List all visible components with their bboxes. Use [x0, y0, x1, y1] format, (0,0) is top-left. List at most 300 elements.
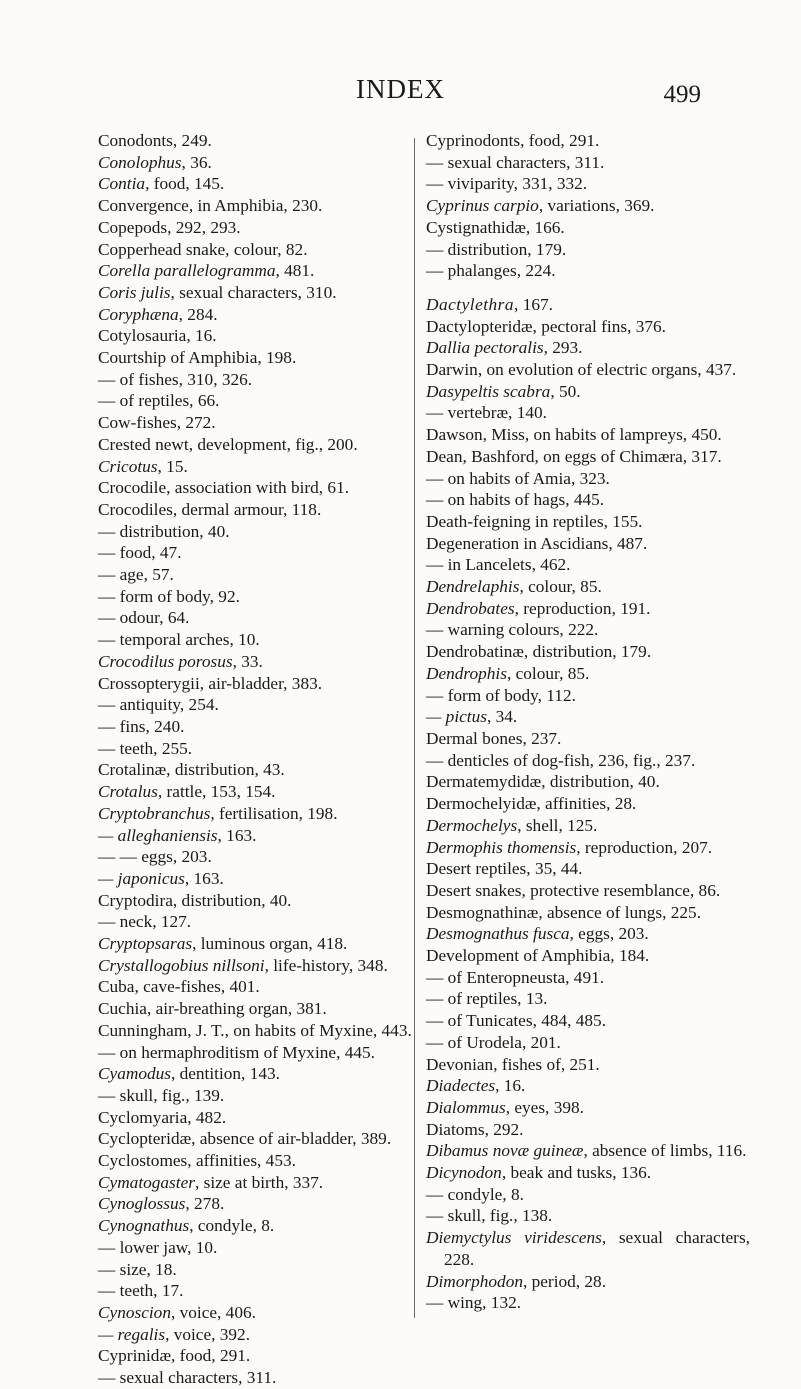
index-entry — [98, 1280, 418, 1302]
index-entry — [426, 1205, 750, 1227]
entry-heading: Cymatogaster — [98, 1172, 195, 1192]
entry-heading: Dicynodon — [426, 1163, 502, 1183]
entry-detail: , eyes, 398. — [505, 1097, 584, 1117]
entry-detail: , 284. — [178, 304, 218, 324]
entry-heading: Dermatemydidæ — [426, 772, 542, 792]
entry-detail: , on habits of lampreys, 450. — [524, 425, 722, 445]
index-entry — [98, 521, 418, 543]
entry-heading: Conodonts — [98, 131, 173, 150]
entry-detail: — on habits of hags, 445. — [426, 490, 605, 510]
entry-heading: Dean, Bashford — [426, 446, 535, 466]
entry-detail: , reproduction, 207. — [576, 837, 713, 857]
entry-detail: , voice, 406. — [170, 1302, 256, 1322]
entry-detail: , distribution, 179. — [523, 642, 652, 662]
index-column-left — [98, 130, 418, 1389]
entry-detail: , affinities, 453. — [187, 1151, 296, 1171]
index-entry — [426, 663, 750, 685]
index-entry — [426, 880, 750, 902]
index-entry — [98, 673, 418, 695]
entry-detail: , 166. — [525, 217, 565, 237]
entry-heading: Dibamus novæ guineæ — [426, 1141, 584, 1161]
index-entry — [426, 130, 750, 152]
index-entry — [98, 456, 418, 478]
index-entry — [426, 837, 750, 859]
entry-detail: , distribution, 40. — [172, 890, 292, 910]
index-entry — [426, 750, 750, 772]
entry-detail: , affinities, 28. — [536, 794, 637, 814]
index-entry — [98, 759, 418, 781]
entry-heading: Dermophis thomensis — [426, 837, 577, 857]
entry-heading: Crocodile — [98, 478, 167, 498]
index-entry — [98, 195, 418, 217]
column-divider — [414, 138, 415, 1318]
entry-heading: Dimorphodon — [426, 1271, 523, 1291]
entry-detail: , shell, 125. — [517, 815, 598, 835]
entry-heading: — regalis — [98, 1324, 166, 1344]
entry-detail: — size, 18. — [98, 1259, 177, 1279]
index-entry — [426, 533, 750, 555]
entry-heading: Cunningham, J. T. — [98, 1020, 225, 1040]
index-entry — [98, 1237, 418, 1259]
entry-heading: Dermal bones — [426, 728, 523, 748]
entry-detail: , sexual characters, 310. — [170, 282, 337, 302]
entry-detail: , life-history, 348. — [264, 955, 388, 975]
entry-heading: Diemyctylus viridescens — [426, 1228, 602, 1248]
entry-heading: — pictus — [426, 707, 487, 727]
entry-heading: Cricotus — [98, 456, 158, 476]
entry-detail: — vertebræ, 140. — [426, 403, 547, 423]
index-entry — [98, 781, 418, 803]
entry-detail: , period, 28. — [522, 1271, 607, 1291]
entry-detail: — food, 47. — [98, 543, 182, 563]
index-entry — [98, 542, 418, 564]
index-entry — [426, 1097, 750, 1119]
index-entry — [98, 1063, 418, 1085]
entry-detail: — of Tunicates, 484, 485. — [426, 1011, 607, 1031]
index-entry — [426, 1075, 750, 1097]
page-number: 499 — [663, 81, 701, 108]
entry-detail: , luminous organ, 418. — [192, 934, 348, 954]
index-entry — [98, 738, 418, 760]
entry-heading: Dialommus — [426, 1097, 506, 1117]
index-entry — [426, 1010, 750, 1032]
index-entry — [426, 239, 750, 261]
entry-heading: Cryptodira — [98, 890, 173, 910]
entry-detail: , 292, 293. — [167, 217, 241, 237]
entry-heading: Cotylosauria — [98, 326, 187, 346]
index-entry — [426, 576, 750, 598]
index-entry — [98, 304, 418, 326]
entry-detail: , 50. — [550, 381, 581, 401]
index-entry — [426, 1032, 750, 1054]
index-entry — [98, 868, 418, 890]
entry-heading: Development of Amphibia — [426, 946, 611, 966]
entry-heading: Dawson, Miss — [426, 425, 525, 445]
entry-heading: Dendrophis — [426, 663, 507, 683]
index-entry — [426, 152, 750, 174]
entry-detail: , fishes of, 251. — [493, 1054, 600, 1074]
entry-detail: , size at birth, 337. — [194, 1172, 324, 1192]
entry-detail: — temporal arches, 10. — [98, 630, 260, 650]
entry-heading: Cynognathus — [98, 1216, 190, 1236]
entry-heading: — japonicus — [98, 868, 185, 888]
index-entry — [426, 923, 750, 945]
entry-heading: Conolophus — [98, 152, 182, 172]
index-entry — [426, 728, 750, 750]
index-entry — [426, 446, 750, 468]
entry-detail: — sexual characters, 311. — [98, 1368, 277, 1388]
entry-heading: Corella parallelogramma — [98, 261, 276, 281]
index-entry — [426, 402, 750, 424]
entry-detail: — age, 57. — [98, 565, 174, 585]
entry-detail: — on hermaphroditism of Myxine, 445. — [98, 1042, 375, 1062]
index-entry — [98, 282, 418, 304]
index-entry — [426, 1054, 750, 1076]
entry-detail: — of reptiles, 66. — [98, 391, 220, 411]
entry-heading: Dasypeltis scabra — [426, 381, 551, 401]
entry-detail: , rattle, 153, 154. — [157, 782, 276, 802]
index-entry — [98, 629, 418, 651]
index-entry — [98, 1042, 418, 1064]
entry-detail: , 278. — [185, 1194, 225, 1214]
index-entry — [426, 815, 750, 837]
index-entry — [98, 911, 418, 933]
entry-heading: Dermochelyidæ — [426, 794, 537, 814]
entry-heading: Diadectes — [426, 1076, 496, 1096]
entry-detail: , on habits of Myxine, 443. — [224, 1020, 412, 1040]
entry-heading: Crotalinæ — [98, 760, 167, 780]
index-column-right — [426, 130, 750, 1314]
index-entry — [98, 390, 418, 412]
index-entry — [98, 607, 418, 629]
index-entry — [426, 902, 750, 924]
index-entry — [426, 988, 750, 1010]
entry-detail: — wing, 132. — [426, 1293, 522, 1313]
index-entry — [98, 1193, 418, 1215]
entry-detail: , 35, 44. — [526, 859, 583, 879]
index-entry — [98, 1107, 418, 1129]
index-entry — [98, 260, 418, 282]
index-entry — [426, 685, 750, 707]
index-entry — [426, 511, 750, 533]
entry-detail: , 237. — [522, 728, 562, 748]
index-entry — [426, 359, 750, 381]
index-entry — [98, 564, 418, 586]
entry-detail: — skull, fig., 139. — [98, 1085, 225, 1105]
index-entry — [426, 1119, 750, 1141]
index-entry — [98, 1128, 418, 1150]
entry-detail: , 34. — [486, 707, 518, 727]
index-entry — [98, 369, 418, 391]
entry-heading: Cyclopteridæ — [98, 1129, 192, 1149]
entry-detail: — of reptiles, 13. — [426, 989, 548, 1009]
entry-detail: , 198. — [257, 348, 297, 368]
entry-detail: — denticles of dog-fish, 236, fig., 237. — [426, 750, 696, 770]
index-entry — [98, 803, 418, 825]
index-entry — [98, 477, 418, 499]
entry-detail: — distribution, 179. — [426, 239, 567, 259]
entry-detail: , 155. — [603, 511, 643, 531]
entry-heading: Cyclostomes — [98, 1151, 188, 1171]
entry-detail: , 163. — [217, 825, 257, 845]
entry-detail: — of Enteropneusta, 491. — [426, 967, 605, 987]
entry-heading: Crocodilus porosus — [98, 651, 233, 671]
index-entry — [98, 1150, 418, 1172]
index-entry — [98, 412, 418, 434]
entry-detail: — viviparity, 331, 332. — [426, 174, 588, 194]
entry-detail: — in Lancelets, 462. — [426, 555, 571, 575]
index-entry — [98, 1302, 418, 1324]
index-entry — [426, 468, 750, 490]
entry-detail: — form of body, 92. — [98, 586, 240, 606]
entry-heading: Desmognathus fusca — [426, 924, 570, 944]
index-entry — [98, 651, 418, 673]
index-entry — [98, 825, 418, 847]
index-entry — [98, 434, 418, 456]
entry-detail: , condyle, 8. — [189, 1216, 275, 1236]
entry-detail: , protective resemblance, 86. — [521, 880, 721, 900]
entry-heading: Cow-fishes — [98, 413, 177, 433]
entry-detail: — of Urodela, 201. — [426, 1032, 561, 1052]
index-entry — [98, 586, 418, 608]
entry-heading: Cuchia — [98, 999, 147, 1019]
index-entry — [98, 1259, 418, 1281]
entry-heading: Cyamodus — [98, 1064, 171, 1084]
entry-heading: Desmognathinæ — [426, 902, 539, 922]
index-entry — [426, 337, 750, 359]
entry-detail: — neck, 127. — [98, 912, 192, 932]
entry-heading: Dendrelaphis — [426, 577, 520, 597]
entry-heading: — alleghaniensis — [98, 825, 218, 845]
entry-heading: Crossopterygii — [98, 673, 200, 693]
entry-heading: Courtship of Amphibia — [98, 348, 258, 368]
entry-detail: , on evolution of electric organs, 437. — [477, 360, 737, 380]
entry-heading: Devonian — [426, 1054, 494, 1074]
entry-detail: , dentition, 143. — [170, 1064, 280, 1084]
entry-heading: Cyprinus carpio — [426, 196, 539, 216]
index-entry — [98, 1020, 418, 1042]
page-header — [0, 74, 801, 114]
index-entry — [98, 1367, 418, 1389]
entry-detail: , dermal armour, 118. — [172, 499, 322, 519]
index-entry — [98, 325, 418, 347]
entry-detail: , colour, 85. — [506, 663, 590, 683]
index-entry — [98, 694, 418, 716]
entry-detail: , absence of limbs, 116. — [583, 1141, 747, 1161]
entry-detail: — sexual characters, 311. — [426, 152, 605, 172]
entry-detail: , sexual characters, 228. — [444, 1228, 750, 1269]
entry-heading: Cryptobranchus — [98, 803, 211, 823]
index-entry — [426, 1162, 750, 1184]
entry-detail: — skull, fig., 138. — [426, 1206, 553, 1226]
entry-heading: Cyprinidæ — [98, 1346, 171, 1366]
index-entry — [98, 152, 418, 174]
entry-detail: , 167. — [514, 294, 553, 314]
entry-detail: , eggs, 203. — [569, 924, 649, 944]
entry-heading: Crotalus — [98, 782, 158, 802]
index-entry — [98, 890, 418, 912]
index-entry — [426, 619, 750, 641]
entry-detail: , 292. — [484, 1119, 524, 1139]
index-entry — [426, 1292, 750, 1314]
entry-detail: — of fishes, 310, 326. — [98, 369, 253, 389]
index-entry — [98, 933, 418, 955]
index-entry — [98, 1085, 418, 1107]
index-entry — [426, 173, 750, 195]
index-entry — [98, 998, 418, 1020]
index-entry — [98, 499, 418, 521]
entry-detail: — odour, 64. — [98, 608, 190, 628]
entry-detail: — distribution, 40. — [98, 521, 230, 541]
entry-detail: , 16. — [186, 326, 217, 346]
index-entry — [426, 260, 750, 282]
index-entry — [426, 554, 750, 576]
entry-detail: , cave-fishes, 401. — [134, 977, 260, 997]
index-entry — [98, 1172, 418, 1194]
index-entry — [98, 239, 418, 261]
index-entry — [98, 716, 418, 738]
index-entry — [98, 1345, 418, 1367]
index-entry — [426, 1140, 750, 1162]
index-entry — [426, 706, 750, 728]
index-entry — [426, 195, 750, 217]
entry-heading: Cynoglossus — [98, 1194, 186, 1214]
entry-heading: Cyprinodonts — [426, 131, 521, 150]
page-title: INDEX — [356, 74, 445, 104]
index-entry — [426, 598, 750, 620]
entry-heading: Dallia pectoralis — [426, 338, 544, 358]
entry-detail: , air-breathing organ, 381. — [146, 999, 327, 1019]
entry-heading: Cystignathidæ — [426, 217, 526, 237]
entry-heading: Copperhead snake — [98, 239, 226, 259]
entry-detail: , voice, 392. — [165, 1324, 251, 1344]
entry-heading: Dactylopteridæ — [426, 316, 533, 336]
entry-detail: , 16. — [495, 1076, 526, 1096]
index-entry — [426, 1227, 750, 1270]
entry-heading: Dendrobatinæ — [426, 642, 524, 662]
entry-heading: Darwin — [426, 360, 478, 380]
entry-detail: — fins, 240. — [98, 716, 185, 736]
entry-heading: Coris julis — [98, 282, 171, 302]
entry-heading: Desert snakes — [426, 880, 522, 900]
index-entry — [426, 771, 750, 793]
entry-detail: , 293. — [543, 338, 583, 358]
entry-detail: , absence of lungs, 225. — [538, 902, 702, 922]
entry-heading: Crocodiles — [98, 499, 173, 519]
entry-detail: , association with bird, 61. — [166, 478, 350, 498]
entry-heading: Crystallogobius nillsoni — [98, 955, 265, 975]
entry-heading: Dendrobates — [426, 598, 515, 618]
index-entry — [98, 976, 418, 998]
entry-detail: , 163. — [184, 868, 224, 888]
index-entry — [98, 173, 418, 195]
entry-detail: , 481. — [275, 261, 315, 281]
index-entry — [426, 793, 750, 815]
entry-detail: — phalanges, 224. — [426, 261, 556, 281]
index-entry — [426, 1184, 750, 1206]
entry-heading: Crested newt — [98, 434, 189, 454]
entry-heading: Dermochelys — [426, 815, 518, 835]
index-entry — [426, 424, 750, 446]
entry-detail: , food, 291. — [170, 1346, 251, 1366]
entry-heading: Death-feigning in reptiles — [426, 511, 604, 531]
entry-detail: , 15. — [157, 456, 188, 476]
index-entry — [426, 1271, 750, 1293]
entry-detail: , absence of air-bladder, 389. — [191, 1129, 392, 1149]
entry-detail: , 36. — [181, 152, 212, 172]
index-entry — [426, 217, 750, 239]
index-entry — [98, 130, 418, 152]
index-entry — [426, 294, 750, 316]
entry-detail: — — eggs, 203. — [98, 847, 212, 867]
index-entry — [426, 316, 750, 338]
entry-detail: , fertilisation, 198. — [210, 803, 338, 823]
entry-detail: — teeth, 17. — [98, 1281, 184, 1301]
entry-detail: , colour, 82. — [225, 239, 308, 259]
entry-detail: , 272. — [176, 413, 216, 433]
index-entry — [426, 967, 750, 989]
entry-detail: , 487. — [608, 533, 648, 553]
entry-detail: , in Amphibia, 230. — [188, 196, 323, 216]
index-entry — [98, 347, 418, 369]
entry-detail: — antiquity, 254. — [98, 695, 219, 715]
entry-detail: — on habits of Amia, 323. — [426, 468, 610, 488]
entry-detail: — warning colours, 222. — [426, 620, 599, 640]
entry-detail: , distribution, 40. — [541, 772, 660, 792]
entry-heading: Diatoms — [426, 1119, 485, 1139]
index-entry — [426, 381, 750, 403]
entry-detail: , beak and tusks, 136. — [501, 1163, 652, 1183]
index-entry — [426, 641, 750, 663]
entry-detail: , pectoral fins, 376. — [532, 316, 666, 336]
entry-detail: , colour, 85. — [519, 577, 602, 597]
index-entry — [98, 1215, 418, 1237]
entry-detail: , on eggs of Chimæra, 317. — [534, 446, 722, 466]
entry-heading: Dactylethra — [426, 294, 515, 314]
entry-detail: , 249. — [172, 131, 212, 150]
entry-heading: Copepods — [98, 217, 168, 237]
index-entry — [426, 945, 750, 967]
entry-detail: , food, 145. — [145, 174, 225, 194]
entry-heading: Desert reptiles — [426, 859, 527, 879]
entry-detail: , 482. — [187, 1107, 227, 1127]
entry-detail: — lower jaw, 10. — [98, 1237, 218, 1257]
entry-heading: Cynoscion — [98, 1302, 171, 1322]
entry-heading: Coryphæna — [98, 304, 179, 324]
index-entry — [98, 1324, 418, 1346]
entry-detail: , 184. — [610, 946, 650, 966]
entry-detail: , development, fig., 200. — [188, 434, 358, 454]
index-entry — [98, 217, 418, 239]
index-entry — [98, 846, 418, 868]
entry-detail: , 33. — [232, 651, 263, 671]
entry-detail: , distribution, 43. — [166, 760, 285, 780]
index-entry — [98, 955, 418, 977]
entry-detail: — form of body, 112. — [426, 685, 576, 705]
entry-heading: Convergence — [98, 196, 189, 216]
entry-detail: , variations, 369. — [538, 196, 655, 216]
entry-heading: Cryptopsaras — [98, 934, 193, 954]
entry-detail: , reproduction, 191. — [514, 598, 651, 618]
entry-detail: , food, 291. — [520, 131, 600, 150]
entry-detail: — condyle, 8. — [426, 1184, 524, 1204]
entry-heading: Cuba — [98, 977, 135, 997]
index-entry — [426, 489, 750, 511]
entry-detail: — teeth, 255. — [98, 738, 193, 758]
entry-heading: Degeneration in Ascidians — [426, 533, 609, 553]
entry-heading: Cyclomyaria — [98, 1107, 188, 1127]
entry-detail: , air-bladder, 383. — [199, 673, 323, 693]
